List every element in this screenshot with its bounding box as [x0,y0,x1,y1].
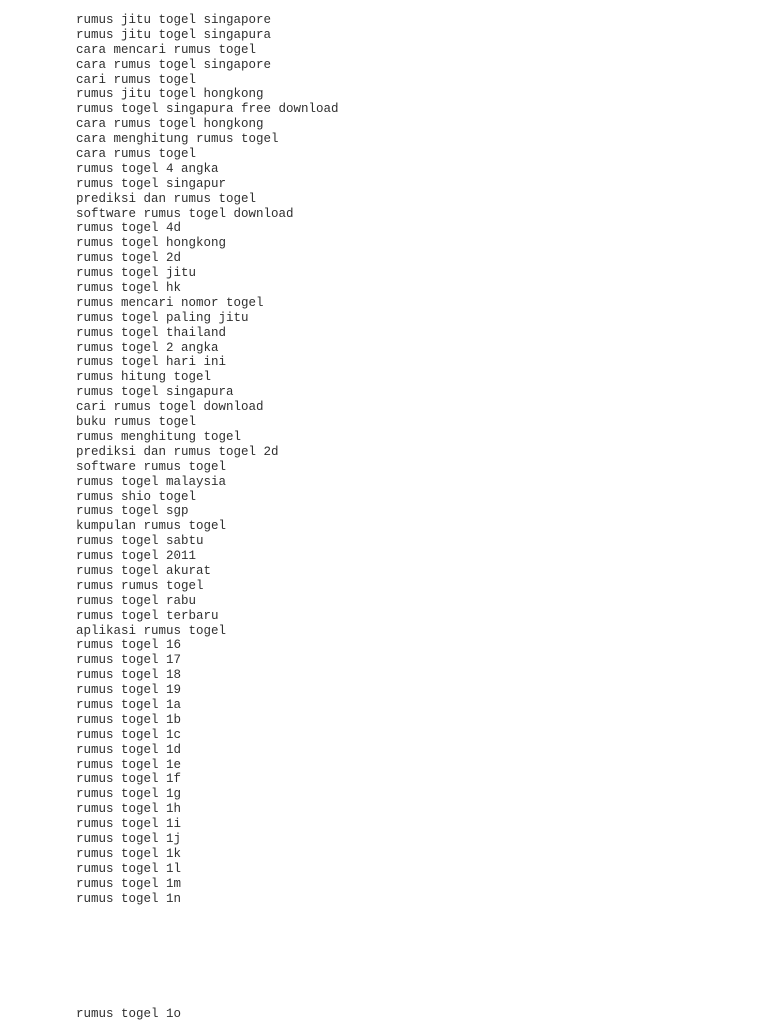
keyword-line: rumus togel rabu [76,593,197,608]
keyword-line: rumus togel 2d [76,251,182,266]
keyword-line: prediksi dan rumus togel 2d [76,444,279,459]
keyword-line: kumpulan rumus togel [76,519,227,534]
keyword-line: rumus togel 1d [76,742,182,757]
keyword-line: rumus togel 16 [76,638,182,653]
keyword-line: cara menghitung rumus togel [76,132,279,147]
keyword-line: rumus togel 1j [76,831,182,846]
keyword-line: cara mencari rumus togel [76,42,257,57]
keyword-line: rumus mencari nomor togel [76,295,264,310]
keyword-line: rumus togel 1l [76,861,182,876]
keyword-line: software rumus togel [76,459,227,474]
keyword-line: rumus togel 1b [76,712,182,727]
keyword-line: rumus togel 1c [76,727,182,742]
keyword-line: buku rumus togel [76,415,197,430]
keyword-line: rumus togel jitu [76,266,197,281]
keyword-line: rumus togel 2011 [76,549,197,564]
keyword-line: cara rumus togel [76,147,197,162]
keyword-line: rumus togel 1k [76,846,182,861]
keyword-line: rumus togel sabtu [76,534,204,549]
trailing-keyword-line: rumus togel 1o [76,1007,182,1021]
keyword-line: prediksi dan rumus togel [76,191,257,206]
keyword-line: rumus togel 1m [76,876,182,891]
keyword-line: rumus togel hari ini [76,355,227,370]
keyword-line: rumus togel singapur [76,176,227,191]
keyword-line: rumus togel 1h [76,802,182,817]
keyword-line: software rumus togel download [76,206,294,221]
keyword-line: rumus togel 1n [76,891,182,906]
keyword-line: cara rumus togel hongkong [76,117,264,132]
keyword-line: cari rumus togel download [76,400,264,415]
keyword-list [76,13,339,906]
keyword-line: rumus togel paling jitu [76,310,249,325]
keyword-line: rumus togel sgp [76,504,189,519]
keyword-line: rumus togel 1g [76,787,182,802]
keyword-line: rumus jitu togel hongkong [76,87,264,102]
keyword-line: rumus hitung togel [76,370,212,385]
keyword-line: rumus togel 1i [76,817,182,832]
keyword-line: rumus togel 17 [76,653,182,668]
keyword-line: rumus togel singapura free download [76,102,339,117]
keyword-line: rumus togel 4 angka [76,161,219,176]
keyword-line: aplikasi rumus togel [76,623,227,638]
keyword-line: rumus menghitung togel [76,429,242,444]
keyword-line: rumus jitu togel singapore [76,13,272,27]
keyword-line: rumus togel malaysia [76,474,227,489]
keyword-line: rumus togel thailand [76,325,227,340]
keyword-line: rumus jitu togel singapura [76,27,272,42]
keyword-line: rumus togel 4d [76,221,182,236]
keyword-line: rumus togel 19 [76,683,182,698]
keyword-line: rumus togel 1f [76,772,182,787]
keyword-line: rumus togel hongkong [76,236,227,251]
keyword-line: rumus rumus togel [76,578,204,593]
keyword-line: rumus togel 18 [76,668,182,683]
keyword-line: rumus shio togel [76,489,197,504]
keyword-line: rumus togel 1a [76,697,182,712]
keyword-line: rumus togel 2 angka [76,340,219,355]
keyword-line: rumus togel 1e [76,757,182,772]
keyword-line: rumus togel akurat [76,563,212,578]
keyword-line: rumus togel hk [76,281,182,296]
keyword-line: rumus togel terbaru [76,608,219,623]
keyword-line: rumus togel singapura [76,385,234,400]
keyword-line: cara rumus togel singapore [76,57,272,72]
keyword-line: cari rumus togel [76,72,197,87]
